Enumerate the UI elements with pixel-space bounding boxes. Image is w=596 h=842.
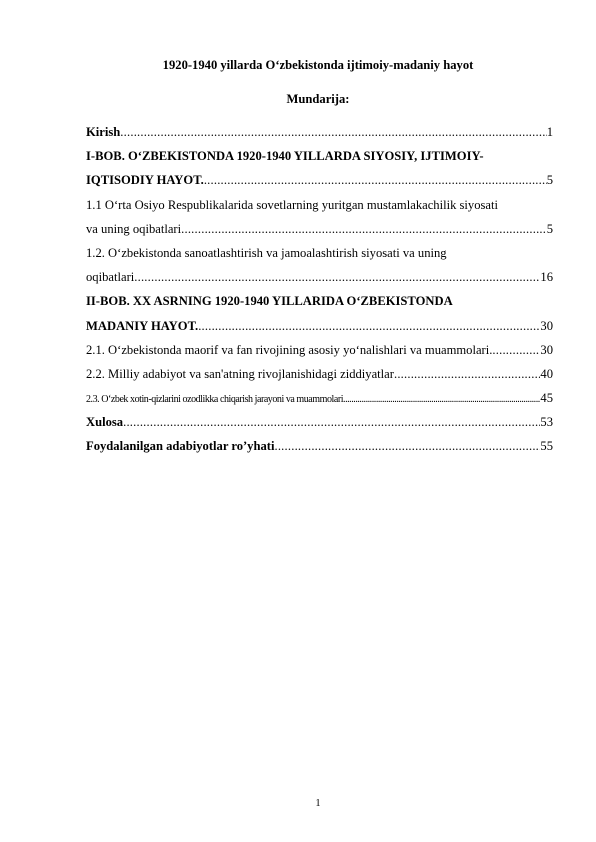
toc-leader-dots [394, 362, 540, 386]
toc-entry-2-2[interactable] [86, 362, 553, 386]
toc-entry-label: 1.1 O‘rta Osiyo Respublikalarida sovetlarning yuritgan mustamlakachilik siyosati [86, 197, 499, 212]
toc-leader-dots [198, 314, 540, 338]
toc-page-number: 5 [546, 173, 553, 188]
toc-leader-dots [181, 217, 547, 241]
toc-page-number: 16 [540, 270, 553, 285]
toc-page-number: 45 [540, 391, 553, 406]
toc-entry-label: Kirish [86, 125, 121, 139]
toc-entry-label: MADANIY HAYOT. [86, 318, 199, 333]
toc-leader-dots [204, 168, 547, 192]
toc-page-number: 30 [540, 318, 553, 333]
toc-entry-bob1-line2[interactable] [86, 168, 553, 192]
page-number: 1 [315, 798, 321, 809]
toc-page-number: 55 [540, 439, 553, 454]
toc-entry-label: 2.2. Milliy adabiyot va san'atning rivojlanishidagi ziddiyatlar [86, 366, 394, 381]
table-of-contents [86, 120, 553, 459]
toc-leader-dots [120, 120, 546, 144]
toc-page-number: 1 [546, 125, 553, 139]
toc-page-number: 30 [540, 342, 553, 357]
document-title: 1920-1940 yillarda O‘zbekistonda ijtimoiy-madaniy hayot [162, 58, 474, 72]
toc-heading: Mundarija: [286, 92, 350, 106]
toc-leader-dots [134, 265, 540, 289]
toc-page-number: 40 [540, 366, 553, 381]
toc-entry-bob1-line1[interactable] [86, 144, 553, 168]
toc-entry-kirish[interactable] [86, 120, 553, 144]
toc-entry-bob2-line2[interactable] [86, 314, 553, 338]
toc-leader-dots [343, 388, 540, 412]
toc-entry-bob2-line1[interactable] [86, 289, 553, 313]
toc-entry-label: Xulosa [86, 415, 124, 430]
toc-entry-1-1-line2[interactable] [86, 217, 553, 241]
toc-entry-label: IQTISODIY HAYOT. [86, 173, 204, 188]
toc-entry-label: II-BOB. XX ASRNING 1920-1940 YILLARIDA O‘ZBEKISTONDA [86, 294, 453, 309]
toc-entry-2-1[interactable] [86, 338, 553, 362]
toc-entry-label: va uning oqibatlari [86, 221, 182, 236]
toc-entry-label: Foydalanilgan adabiyotlar ro’yhati [86, 439, 275, 454]
toc-entry-1-1-line1[interactable] [86, 193, 553, 217]
toc-entry-label: 1.2. O‘zbekistonda sanoatlashtirish va jamoalashtirish siyosati va uning [86, 245, 447, 260]
toc-entry-label: I-BOB. O‘ZBEKISTONDA 1920-1940 YILLARDA SIYOSIY, IJTIMOIY- [86, 149, 484, 164]
toc-entry-1-2-line2[interactable] [86, 265, 553, 289]
toc-page-number: 53 [540, 415, 553, 430]
toc-leader-dots [123, 410, 540, 434]
toc-entry-label: 2.3. O‘zbek xotin-qizlarini ozodlikka chiqarish jarayoni va muammolari [86, 394, 344, 406]
toc-entry-adabiyotlar[interactable] [86, 434, 553, 458]
toc-entry-1-2-line1[interactable] [86, 241, 553, 265]
toc-entry-label: 2.1. O‘zbekistonda maorif va fan rivojining asosiy yo‘nalishlari va muammolari. [86, 342, 493, 357]
toc-entry-label: oqibatlari [86, 270, 135, 285]
toc-leader-dots [274, 434, 540, 458]
toc-leader-dots [492, 338, 540, 362]
toc-entry-xulosa[interactable] [86, 410, 553, 434]
toc-entry-2-3[interactable] [86, 386, 553, 410]
toc-page-number: 5 [546, 221, 553, 236]
